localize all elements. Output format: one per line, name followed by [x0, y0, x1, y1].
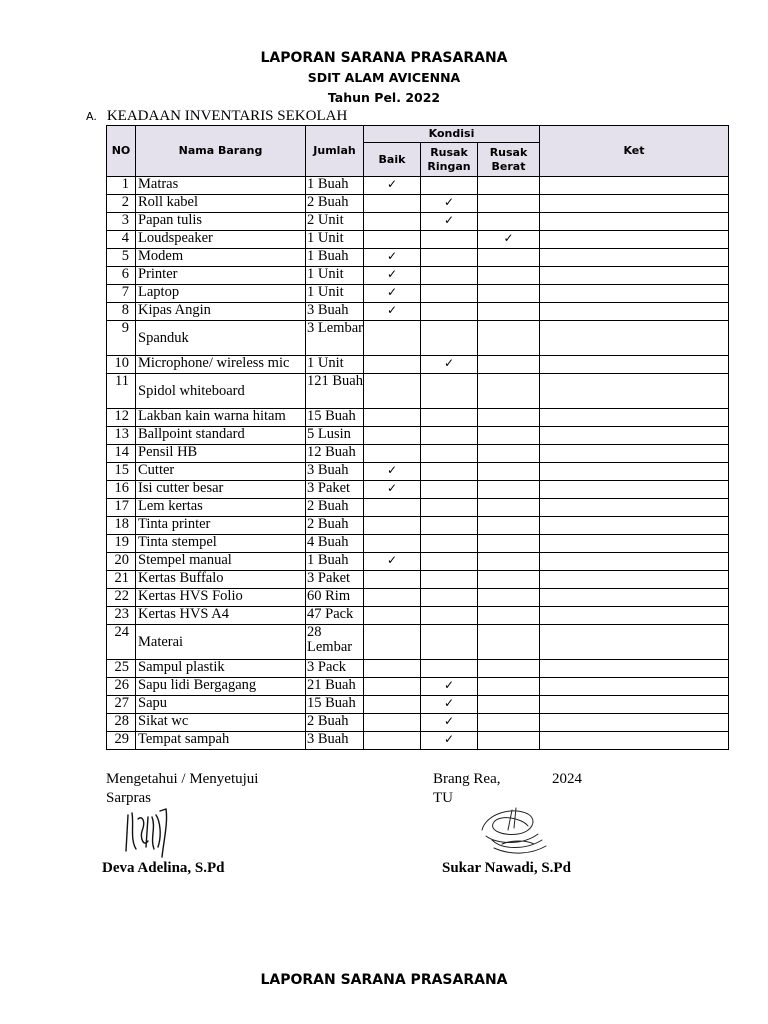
item-quantity: 3 Buah [306, 463, 364, 481]
ket-cell [540, 660, 729, 678]
kondisi-baik-cell [364, 714, 421, 732]
kondisi-berat-cell [478, 607, 540, 625]
kondisi-baik-cell [364, 625, 421, 660]
kondisi-berat-cell [478, 571, 540, 589]
table-row [107, 267, 729, 285]
row-number: 13 [107, 427, 136, 445]
kondisi-berat-cell [478, 732, 540, 750]
kondisi-baik-cell [364, 356, 421, 374]
kondisi-ringan-cell [421, 696, 478, 714]
row-number: 9 [107, 321, 136, 356]
header-nama-barang: Nama Barang [136, 126, 306, 177]
kondisi-berat-cell [478, 499, 540, 517]
kondisi-baik-cell [364, 481, 421, 499]
item-name: Spidol whiteboard [136, 374, 306, 409]
signature-right [472, 800, 552, 858]
item-name: Isi cutter besar [136, 481, 306, 499]
section-title: KEADAAN INVENTARIS SEKOLAH [106, 108, 348, 124]
item-name: Stempel manual [136, 553, 306, 571]
item-quantity: 1 Unit [306, 285, 364, 303]
item-name: Sampul plastik [136, 660, 306, 678]
kondisi-berat-cell [478, 678, 540, 696]
ket-cell [540, 409, 729, 427]
table-row [107, 303, 729, 321]
kondisi-berat-cell [478, 409, 540, 427]
table-row [107, 571, 729, 589]
item-name: Tinta stempel [136, 535, 306, 553]
kondisi-berat-cell [478, 195, 540, 213]
table-row [107, 374, 729, 409]
table-row [107, 589, 729, 607]
item-name: Laptop [136, 285, 306, 303]
kondisi-baik-cell [364, 195, 421, 213]
kondisi-berat-cell [478, 696, 540, 714]
item-quantity: 1 Unit [306, 356, 364, 374]
kondisi-ringan-cell [421, 321, 478, 356]
ket-cell [540, 303, 729, 321]
item-name: Matras [136, 177, 306, 195]
check-icon: ✓ [443, 678, 455, 692]
row-number: 3 [107, 213, 136, 231]
kondisi-baik-cell [364, 303, 421, 321]
item-name: Spanduk [136, 321, 306, 356]
item-quantity: 1 Unit [306, 267, 364, 285]
ket-cell [540, 589, 729, 607]
row-number: 1 [107, 177, 136, 195]
row-number: 17 [107, 499, 136, 517]
table-row [107, 660, 729, 678]
ket-cell [540, 553, 729, 571]
ket-cell [540, 535, 729, 553]
kondisi-baik-cell [364, 321, 421, 356]
kondisi-baik-cell [364, 463, 421, 481]
kondisi-ringan-cell [421, 678, 478, 696]
item-name: Pensil HB [136, 445, 306, 463]
kondisi-ringan-cell [421, 285, 478, 303]
header-rusak-ringan: Rusak Ringan [421, 143, 478, 177]
kondisi-ringan-cell [421, 374, 478, 409]
item-quantity: 21 Buah [306, 678, 364, 696]
table-row [107, 553, 729, 571]
item-name: Cutter [136, 463, 306, 481]
item-quantity: 3 Paket [306, 571, 364, 589]
row-number: 26 [107, 678, 136, 696]
kondisi-ringan-cell [421, 177, 478, 195]
item-quantity: 2 Buah [306, 499, 364, 517]
academic-year: Tahun Pel. 2022 [327, 90, 441, 105]
kondisi-berat-cell [478, 660, 540, 678]
report-title: LAPORAN SARANA PRASARANA [260, 50, 508, 66]
item-quantity: 47 Pack [306, 607, 364, 625]
table-row [107, 535, 729, 553]
signing-year: 2024 [552, 771, 582, 787]
item-quantity: 2 Buah [306, 714, 364, 732]
kondisi-ringan-cell [421, 571, 478, 589]
kondisi-baik-cell [364, 678, 421, 696]
table-row [107, 427, 729, 445]
row-number: 25 [107, 660, 136, 678]
ket-cell [540, 696, 729, 714]
kondisi-ringan-cell [421, 607, 478, 625]
check-icon: ✓ [443, 195, 455, 209]
kondisi-ringan-cell [421, 213, 478, 231]
item-quantity: 3 Paket [306, 481, 364, 499]
row-number: 11 [107, 374, 136, 409]
kondisi-ringan-cell [421, 714, 478, 732]
table-row [107, 445, 729, 463]
item-quantity: 1 Buah [306, 553, 364, 571]
table-row [107, 231, 729, 249]
kondisi-berat-cell [478, 374, 540, 409]
kondisi-berat-cell [478, 535, 540, 553]
kondisi-baik-cell [364, 517, 421, 535]
ket-cell [540, 213, 729, 231]
row-number: 18 [107, 517, 136, 535]
kondisi-ringan-cell [421, 499, 478, 517]
item-name: Ballpoint standard [136, 427, 306, 445]
item-quantity: 28 Lembar [306, 625, 364, 660]
check-icon: ✓ [503, 231, 514, 245]
ket-cell [540, 463, 729, 481]
check-icon: ✓ [386, 303, 398, 317]
item-quantity: 3 Lembar [306, 321, 364, 356]
kondisi-baik-cell [364, 607, 421, 625]
kondisi-berat-cell [478, 177, 540, 195]
item-quantity: 12 Buah [306, 445, 364, 463]
item-quantity: 3 Pack [306, 660, 364, 678]
check-icon: ✓ [443, 356, 455, 370]
ket-cell [540, 445, 729, 463]
kondisi-ringan-cell [421, 660, 478, 678]
ket-cell [540, 249, 729, 267]
check-icon: ✓ [386, 285, 398, 299]
kondisi-baik-cell [364, 553, 421, 571]
ket-cell [540, 177, 729, 195]
kondisi-baik-cell [364, 374, 421, 409]
row-number: 4 [107, 231, 136, 249]
kondisi-baik-cell [364, 535, 421, 553]
table-row [107, 321, 729, 356]
item-quantity: 60 Rim [306, 589, 364, 607]
row-number: 20 [107, 553, 136, 571]
table-row [107, 177, 729, 195]
school-name: SDIT ALAM AVICENNA [307, 70, 461, 85]
ket-cell [540, 427, 729, 445]
kondisi-ringan-cell [421, 463, 478, 481]
kondisi-berat-cell [478, 625, 540, 660]
row-number: 24 [107, 625, 136, 660]
kondisi-ringan-cell [421, 625, 478, 660]
item-name: Sapu [136, 696, 306, 714]
row-number: 21 [107, 571, 136, 589]
kondisi-baik-cell [364, 696, 421, 714]
item-quantity: 1 Unit [306, 231, 364, 249]
check-icon: ✓ [443, 732, 455, 746]
kondisi-ringan-cell [421, 409, 478, 427]
section-label: A. [86, 110, 97, 123]
kondisi-ringan-cell [421, 445, 478, 463]
table-row [107, 249, 729, 267]
ket-cell [540, 374, 729, 409]
kondisi-ringan-cell [421, 427, 478, 445]
kondisi-baik-cell [364, 445, 421, 463]
kondisi-ringan-cell [421, 267, 478, 285]
item-name: Tempat sampah [136, 732, 306, 750]
kondisi-baik-cell [364, 249, 421, 267]
header-kondisi: Kondisi [364, 126, 540, 143]
approver-role: Sarpras [106, 790, 151, 806]
ket-cell [540, 195, 729, 213]
next-page-title: LAPORAN SARANA PRASARANA [260, 972, 508, 988]
ket-cell [540, 607, 729, 625]
kondisi-berat-cell [478, 481, 540, 499]
item-quantity: 2 Unit [306, 213, 364, 231]
kondisi-ringan-cell [421, 732, 478, 750]
table-row [107, 696, 729, 714]
table-row [107, 678, 729, 696]
kondisi-baik-cell [364, 427, 421, 445]
kondisi-ringan-cell [421, 249, 478, 267]
approver-name: Deva Adelina, S.Pd [102, 860, 225, 876]
kondisi-baik-cell [364, 589, 421, 607]
header-jumlah: Jumlah [306, 126, 364, 177]
table-row [107, 481, 729, 499]
item-quantity: 1 Buah [306, 177, 364, 195]
item-quantity: 15 Buah [306, 409, 364, 427]
row-number: 7 [107, 285, 136, 303]
ket-cell [540, 356, 729, 374]
item-name: Sapu lidi Bergagang [136, 678, 306, 696]
kondisi-berat-cell [478, 321, 540, 356]
kondisi-berat-cell [478, 249, 540, 267]
row-number: 29 [107, 732, 136, 750]
kondisi-baik-cell [364, 285, 421, 303]
ket-cell [540, 517, 729, 535]
item-name: Kertas Buffalo [136, 571, 306, 589]
kondisi-baik-cell [364, 267, 421, 285]
check-icon: ✓ [386, 249, 398, 263]
kondisi-baik-cell [364, 571, 421, 589]
item-quantity: 5 Lusin [306, 427, 364, 445]
kondisi-berat-cell [478, 463, 540, 481]
kondisi-ringan-cell [421, 356, 478, 374]
check-icon: ✓ [386, 177, 398, 191]
kondisi-berat-cell [478, 517, 540, 535]
kondisi-berat-cell [478, 231, 540, 249]
item-name: Printer [136, 267, 306, 285]
item-name: Kertas HVS A4 [136, 607, 306, 625]
kondisi-berat-cell [478, 303, 540, 321]
table-row [107, 732, 729, 750]
ket-cell [540, 625, 729, 660]
table-row [107, 409, 729, 427]
kondisi-berat-cell [478, 427, 540, 445]
table-row [107, 463, 729, 481]
kondisi-ringan-cell [421, 553, 478, 571]
item-name: Microphone/ wireless mic [136, 356, 306, 374]
header-rusak-berat: Rusak Berat [478, 143, 540, 177]
item-name: Papan tulis [136, 213, 306, 231]
check-icon: ✓ [386, 481, 398, 495]
row-number: 2 [107, 195, 136, 213]
item-quantity: 3 Buah [306, 732, 364, 750]
kondisi-ringan-cell [421, 481, 478, 499]
inventory-table [106, 125, 729, 750]
table-row [107, 285, 729, 303]
item-name: Materai [136, 625, 306, 660]
kondisi-baik-cell [364, 177, 421, 195]
ket-cell [540, 732, 729, 750]
check-icon: ✓ [443, 696, 455, 710]
kondisi-berat-cell [478, 445, 540, 463]
kondisi-baik-cell [364, 231, 421, 249]
ket-cell [540, 714, 729, 732]
row-number: 15 [107, 463, 136, 481]
ket-cell [540, 571, 729, 589]
ket-cell [540, 678, 729, 696]
check-icon: ✓ [386, 267, 398, 281]
item-name: Modem [136, 249, 306, 267]
ket-cell [540, 231, 729, 249]
row-number: 19 [107, 535, 136, 553]
ket-cell [540, 321, 729, 356]
kondisi-berat-cell [478, 553, 540, 571]
signature-left [120, 805, 180, 863]
table-row [107, 714, 729, 732]
header-no: NO [107, 126, 136, 177]
kondisi-baik-cell [364, 499, 421, 517]
row-number: 12 [107, 409, 136, 427]
item-quantity: 2 Buah [306, 195, 364, 213]
item-quantity: 1 Buah [306, 249, 364, 267]
header-ket: Ket [540, 126, 729, 177]
tu-role: TU [433, 790, 453, 806]
kondisi-baik-cell [364, 409, 421, 427]
row-number: 16 [107, 481, 136, 499]
item-quantity: 2 Buah [306, 517, 364, 535]
check-icon: ✓ [386, 463, 398, 477]
place-label: Brang Rea, [433, 771, 501, 787]
kondisi-ringan-cell [421, 589, 478, 607]
ket-cell [540, 481, 729, 499]
item-quantity: 4 Buah [306, 535, 364, 553]
item-name: Tinta printer [136, 517, 306, 535]
row-number: 23 [107, 607, 136, 625]
table-row [107, 625, 729, 660]
kondisi-berat-cell [478, 267, 540, 285]
kondisi-ringan-cell [421, 195, 478, 213]
check-icon: ✓ [443, 714, 455, 728]
kondisi-ringan-cell [421, 303, 478, 321]
ket-cell [540, 499, 729, 517]
row-number: 28 [107, 714, 136, 732]
item-name: Lem kertas [136, 499, 306, 517]
row-number: 14 [107, 445, 136, 463]
header-baik: Baik [364, 143, 421, 177]
approval-label: Mengetahui / Menyetujui [106, 771, 259, 787]
table-row [107, 213, 729, 231]
table-row [107, 195, 729, 213]
item-name: Kipas Angin [136, 303, 306, 321]
kondisi-ringan-cell [421, 535, 478, 553]
tu-name: Sukar Nawadi, S.Pd [442, 860, 571, 876]
item-name: Sikat wc [136, 714, 306, 732]
item-name: Loudspeaker [136, 231, 306, 249]
ket-cell [540, 285, 729, 303]
kondisi-berat-cell [478, 356, 540, 374]
kondisi-ringan-cell [421, 231, 478, 249]
table-row [107, 517, 729, 535]
kondisi-baik-cell [364, 213, 421, 231]
inventory-body [107, 177, 729, 750]
kondisi-ringan-cell [421, 517, 478, 535]
row-number: 22 [107, 589, 136, 607]
row-number: 27 [107, 696, 136, 714]
kondisi-berat-cell [478, 589, 540, 607]
item-quantity: 121 Buah [306, 374, 364, 409]
kondisi-berat-cell [478, 213, 540, 231]
item-quantity: 15 Buah [306, 696, 364, 714]
item-name: Roll kabel [136, 195, 306, 213]
row-number: 8 [107, 303, 136, 321]
kondisi-baik-cell [364, 732, 421, 750]
row-number: 10 [107, 356, 136, 374]
kondisi-berat-cell [478, 714, 540, 732]
row-number: 6 [107, 267, 136, 285]
item-quantity: 3 Buah [306, 303, 364, 321]
table-row [107, 607, 729, 625]
check-icon: ✓ [443, 213, 455, 227]
row-number: 5 [107, 249, 136, 267]
kondisi-berat-cell [478, 285, 540, 303]
table-row [107, 356, 729, 374]
table-row [107, 499, 729, 517]
section-heading [86, 108, 347, 125]
ket-cell [540, 267, 729, 285]
kondisi-baik-cell [364, 660, 421, 678]
item-name: Lakban kain warna hitam [136, 409, 306, 427]
item-name: Kertas HVS Folio [136, 589, 306, 607]
check-icon: ✓ [386, 553, 398, 567]
